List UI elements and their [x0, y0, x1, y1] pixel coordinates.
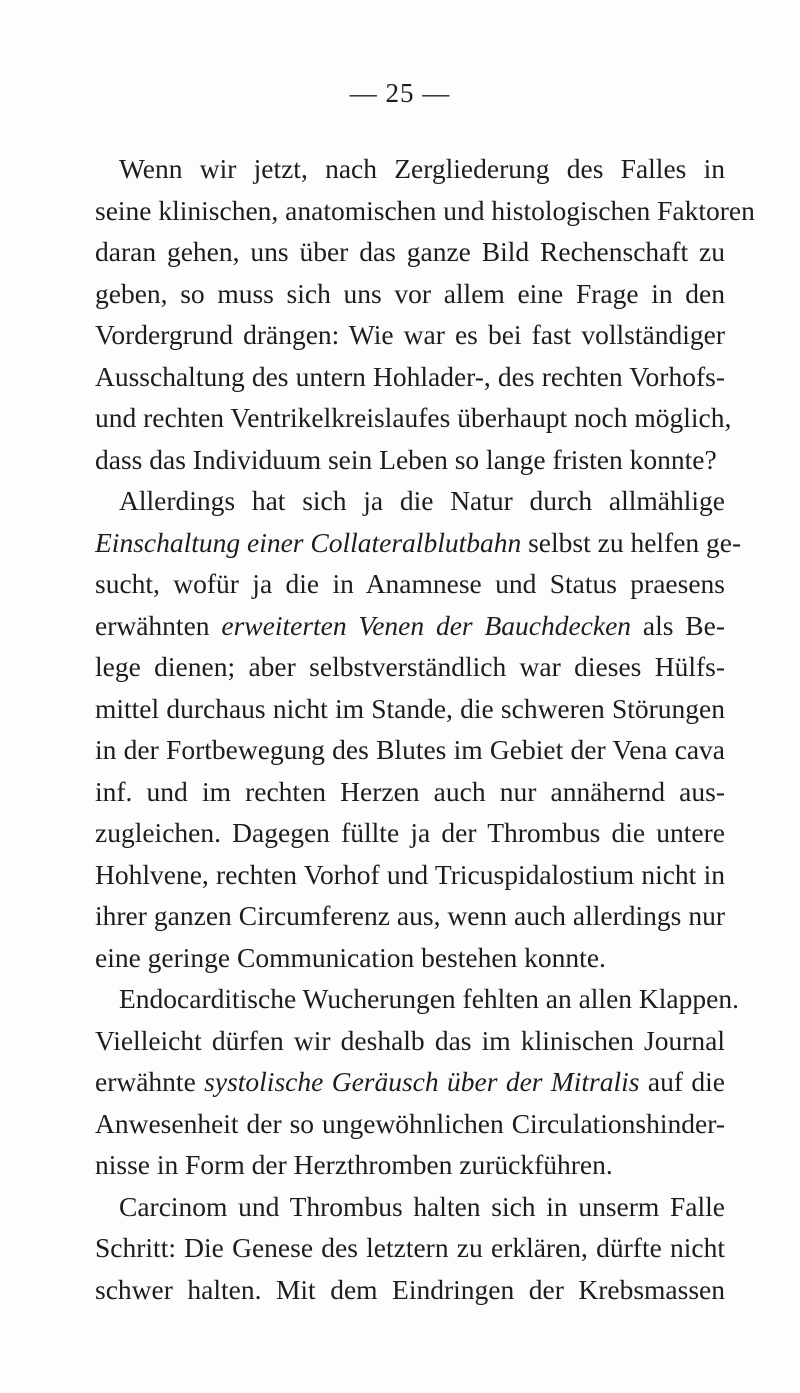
- text-line: Carcinom und Thrombus halten sich in unserm Falle: [95, 1186, 725, 1228]
- text-line: Einschaltung einer Collateralblutbahn selbst zu helfen ge-: [95, 526, 742, 558]
- text-line: nisse in Form der Herzthromben zurückführen.: [95, 1149, 613, 1180]
- text-line: Hohlvene, rechten Vorhof und Tricuspidalostium nicht in: [95, 858, 725, 890]
- paragraph-indent: [95, 485, 119, 516]
- italic-phrase: systolische Geräusch über der Mitralis: [204, 1066, 640, 1097]
- text-line: Anwesenheit der so ungewöhnlichen Circulationshinder-: [95, 1107, 725, 1139]
- text-line: dass das Individuum sein Leben so lange fristen konnte?: [95, 443, 717, 475]
- text-line: sucht, wofür ja die in Anamnese und Status praesens: [95, 568, 725, 599]
- text-line: Allerdings hat sich ja die Natur durch allmählige: [95, 480, 725, 522]
- text-line: schwer halten. Mit dem Eindringen der Krebsmassen: [95, 1273, 725, 1305]
- page-number: — 25 —: [349, 78, 451, 108]
- paragraph-indent: [95, 1191, 119, 1222]
- text-line: eine geringe Communication bestehen konnte.: [95, 941, 606, 973]
- text-line: Vordergrund drängen: Wie war es bei fast vollständiger: [95, 319, 725, 350]
- text-line: Schritt: Die Genese des letztern zu erklären, dürfte nicht: [95, 1232, 725, 1263]
- text-line: geben, so muss sich uns vor allem eine Frage in den: [95, 277, 725, 309]
- text-line: erwähnte systolische Geräusch über der Mitralis auf die: [95, 1066, 725, 1097]
- text-line: Vielleicht dürfen wir deshalb das im klinischen Journal: [95, 1024, 725, 1056]
- text-line: Endocarditische Wucherungen fehlten an allen Klappen.: [95, 978, 725, 1020]
- text-line: ihrer ganzen Circumferenz aus, wenn auch allerdings nur: [95, 900, 725, 931]
- text-line: zugleichen. Dagegen füllte ja der Thrombus die untere: [95, 817, 725, 848]
- text-line: erwähnten erweiterten Venen der Bauchdecken als Be-: [95, 609, 725, 641]
- body-text: [95, 148, 755, 1310]
- text-line: Wenn wir jetzt, nach Zergliederung des Falles in: [95, 148, 725, 190]
- paragraph-indent: [95, 153, 119, 184]
- text-line: mittel durchaus nicht im Stande, die schweren Störungen: [95, 692, 725, 724]
- text-line: daran gehen, uns über das ganze Bild Rechenschaft zu: [95, 236, 725, 267]
- italic-phrase: erweiterten Venen der Bauchdecken: [221, 609, 632, 641]
- paragraph-indent: [95, 983, 119, 1014]
- text-line: in der Fortbewegung des Blutes im Gebiet der Vena cava: [95, 734, 725, 765]
- italic-phrase: Einschaltung einer Collateralblutbahn: [95, 526, 522, 558]
- text-line: Ausschaltung des untern Hohlader-, des rechten Vorhofs-: [95, 360, 725, 392]
- text-line: und rechten Ventrikelkreislaufes überhaupt noch möglich,: [95, 402, 732, 433]
- text-line: lege dienen; aber selbstverständlich war dieses Hülfs-: [95, 651, 725, 682]
- text-line: inf. und im rechten Herzen auch nur annähernd aus-: [95, 775, 725, 807]
- text-line: seine klinischen, anatomischen und histologischen Faktoren: [95, 194, 755, 226]
